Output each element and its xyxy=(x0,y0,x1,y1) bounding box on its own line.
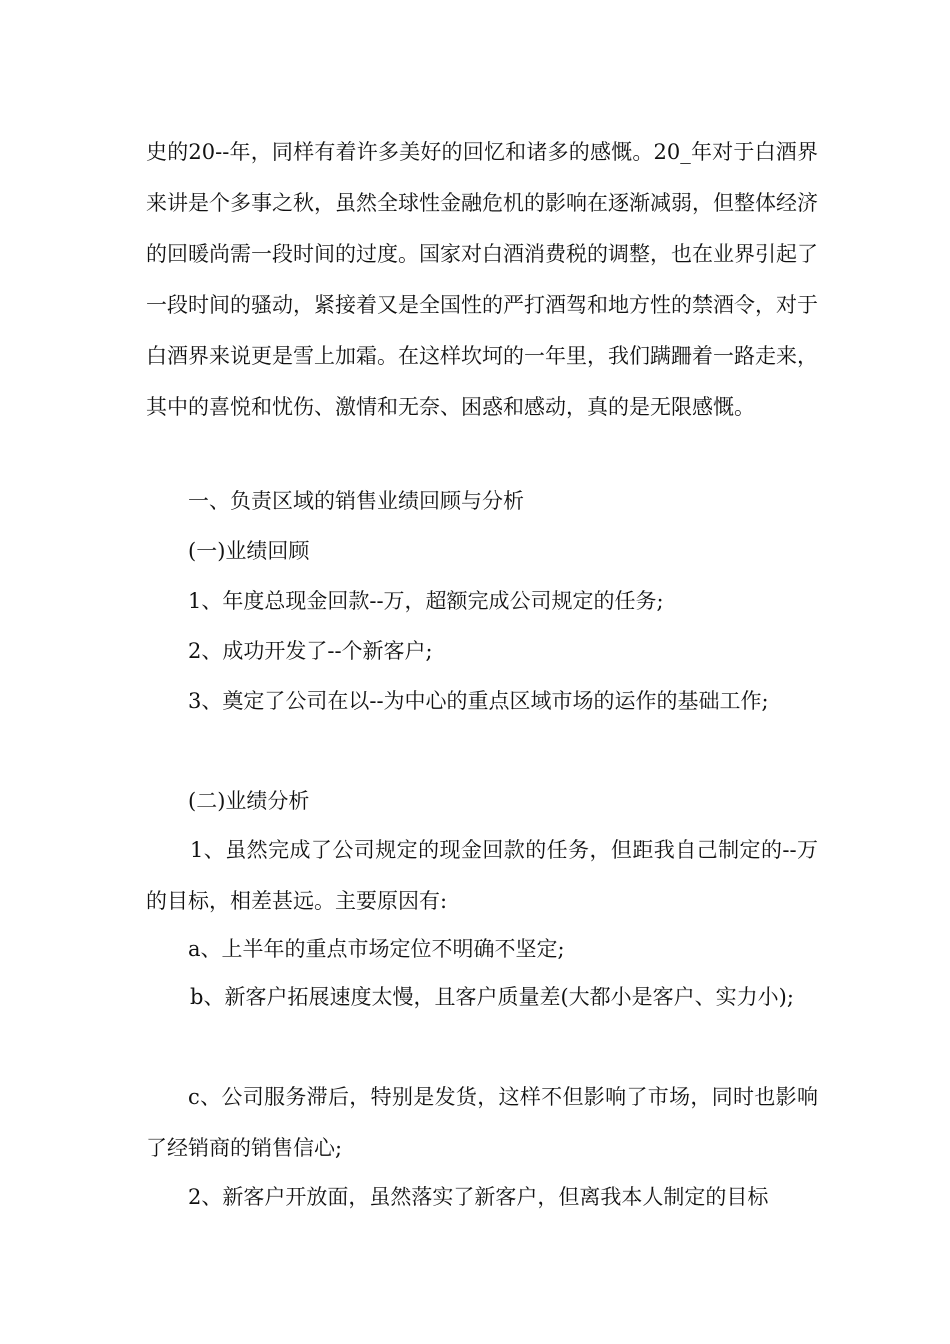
review-item-1: 1、年度总现金回款--万，超额完成公司规定的任务; xyxy=(188,589,664,613)
analysis-reason-a: a、上半年的重点市场定位不明确不坚定; xyxy=(188,937,565,961)
section-heading: 一、负责区域的销售业绩回顾与分析 xyxy=(188,489,524,513)
analysis-item-2: 2、新客户开放面，虽然落实了新客户，但离我本人制定的目标 xyxy=(188,1185,769,1209)
subsection-heading-analysis: (二)业绩分析 xyxy=(188,789,310,813)
intro-paragraph: 史的20--年，同样有着许多美好的回忆和诸多的感慨。20_年对于白酒界来讲是个多事之秋，虽然全球性金融危机的影响在逐渐减弱，但整体经济的回暖尚需一段时间的过度。国家对白酒消费税的调整，也在业界引起了一段时间的骚动，紧接着又是全国性的严打酒驾和地方性的禁酒令，对于白酒界来说更是雪上加霜。在这样坎坷的一年里，我们蹒跚着一路走来，其中的喜悦和忧伤、激情和无奈、困惑和感动，真的是无限感慨。 xyxy=(146,140,818,419)
review-item-3: 3、奠定了公司在以--为中心的重点区域市场的运作的基础工作; xyxy=(188,689,769,713)
subsection-heading-review: (一)业绩回顾 xyxy=(188,539,310,563)
analysis-reason-b: b、新客户拓展速度太慢，且客户质量差(大都小是客户、实力小); xyxy=(190,985,794,1009)
analysis-reason-c: c、公司服务滞后，特别是发货，这样不但影响了市场，同时也影响了经销商的销售信心; xyxy=(146,1085,818,1160)
review-item-2: 2、成功开发了--个新客户; xyxy=(188,639,433,663)
analysis-item-1: 1、虽然完成了公司规定的现金回款的任务，但距我自己制定的--万的目标，相差甚远。主要原因有: xyxy=(146,838,818,913)
